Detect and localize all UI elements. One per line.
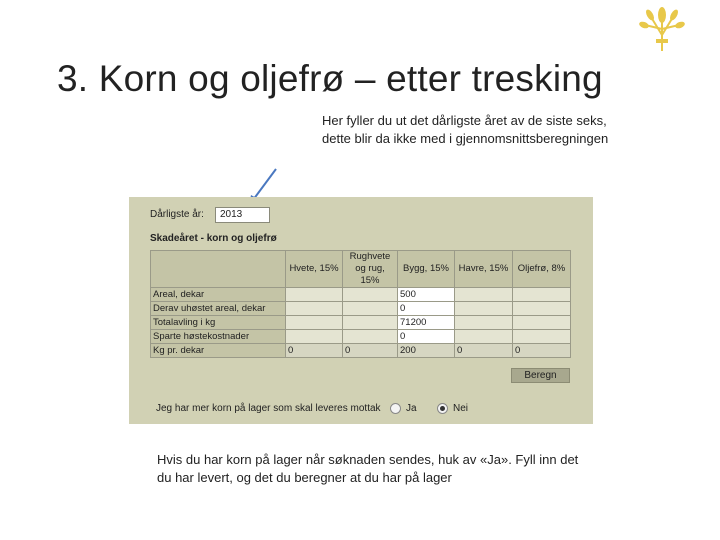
slide-title: 3. Korn og oljefrø – etter tresking	[57, 58, 603, 99]
table-cell[interactable]: 0	[398, 302, 455, 316]
worst-year-input[interactable]: 2013	[215, 207, 270, 223]
radio-yes-label: Ja	[406, 403, 417, 414]
row-label: Areal, dekar	[151, 288, 286, 302]
table-cell[interactable]	[513, 316, 571, 330]
table-cell: 200	[398, 344, 455, 358]
table-cell[interactable]	[343, 288, 398, 302]
table-cell[interactable]	[455, 288, 513, 302]
row-label: Sparte høstekostnader	[151, 330, 286, 344]
table-cell[interactable]	[513, 302, 571, 316]
radio-no-label: Nei	[453, 403, 469, 414]
annotation-worst-year: Her fyller du ut det dårligste året av de siste seks, dette blir da ikke med i gjennomsnittsberegningen	[322, 113, 609, 146]
calculate-button[interactable]: Beregn	[511, 368, 570, 383]
row-label: Derav uhøstet areal, dekar	[151, 302, 286, 316]
table-cell[interactable]	[343, 316, 398, 330]
table-cell: 0	[455, 344, 513, 358]
radio-no[interactable]	[437, 403, 448, 414]
table-header-row	[151, 251, 571, 288]
storage-question-label: Jeg har mer korn på lager som skal leveres mottak	[156, 403, 381, 414]
wheat-logo-icon	[639, 5, 685, 53]
section-title: Skadeåret - korn og oljefrø	[150, 233, 277, 244]
annotation-storage: Hvis du har korn på lager når søknaden sendes, huk av «Ja». Fyll inn det du har levert, og det du beregner at du har på lager	[157, 452, 579, 485]
column-header: Oljefrø, 8%	[513, 251, 571, 288]
table-cell[interactable]	[286, 302, 343, 316]
table-cell[interactable]	[513, 330, 571, 344]
table-cell[interactable]: 0	[398, 330, 455, 344]
row-label: Kg pr. dekar	[151, 344, 286, 358]
table-cell: 0	[286, 344, 343, 358]
radio-yes[interactable]	[390, 403, 401, 414]
column-header: Hvete, 15%	[286, 251, 343, 288]
table-cell: 0	[513, 344, 571, 358]
crop-table	[150, 250, 571, 358]
column-header: Havre, 15%	[455, 251, 513, 288]
column-header: Bygg, 15%	[398, 251, 455, 288]
worst-year-label: Dårligste år:	[150, 209, 204, 220]
table-cell[interactable]	[286, 316, 343, 330]
table-cell[interactable]: 71200	[398, 316, 455, 330]
table-cell[interactable]	[343, 302, 398, 316]
column-header: Rughvete og rug, 15%	[343, 251, 398, 288]
column-header	[151, 251, 286, 288]
table-cell[interactable]	[513, 288, 571, 302]
table-cell[interactable]	[343, 330, 398, 344]
table-cell[interactable]	[455, 330, 513, 344]
row-label: Totalavling i kg	[151, 316, 286, 330]
table-row	[151, 330, 571, 344]
table-cell: 0	[343, 344, 398, 358]
table-row	[151, 344, 571, 358]
table-cell[interactable]	[286, 330, 343, 344]
table-cell[interactable]: 500	[398, 288, 455, 302]
table-cell[interactable]	[455, 302, 513, 316]
table-cell[interactable]	[455, 316, 513, 330]
table-row	[151, 302, 571, 316]
table-row	[151, 288, 571, 302]
table-cell[interactable]	[286, 288, 343, 302]
table-row	[151, 316, 571, 330]
form-screenshot-panel	[129, 197, 593, 424]
